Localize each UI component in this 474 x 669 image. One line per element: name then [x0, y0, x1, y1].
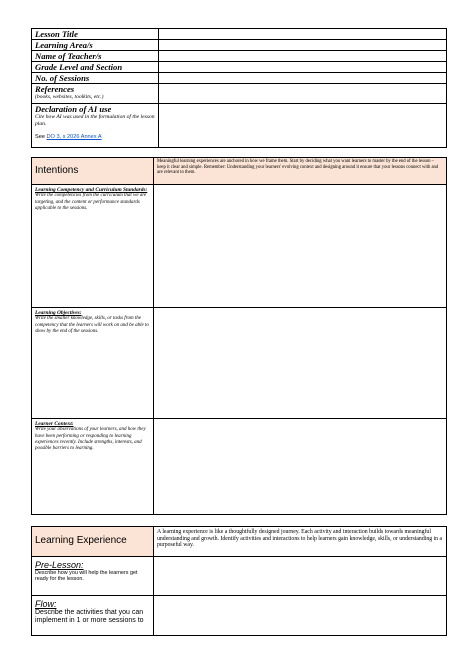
references-label: References	[35, 84, 75, 94]
learning-area-label: Learning Area/s	[32, 40, 159, 51]
learning-experience-title: Learning Experience	[32, 527, 154, 557]
lesson-info-table	[31, 28, 447, 148]
ai-use-cell	[32, 104, 159, 148]
ai-use-field[interactable]	[159, 104, 447, 148]
flow-field[interactable]	[154, 596, 447, 636]
references-field[interactable]	[159, 84, 447, 104]
grade-level-label: Grade Level and Section	[32, 62, 159, 73]
learner-context-heading: Learner Context:	[35, 421, 74, 427]
references-cell	[32, 84, 159, 104]
learning-area-field[interactable]	[159, 40, 447, 51]
competency-body: Write the competencies from the curriculum that we are targeting, and the content or performance standards applicable to the sessions.	[35, 193, 147, 211]
objectives-field[interactable]	[154, 308, 447, 419]
sessions-label: No. of Sessions	[32, 73, 159, 84]
ai-use-note: Cite how AI was used in the formulation of the lesson plan.	[35, 114, 155, 127]
intentions-title: Intentions	[32, 158, 154, 185]
flow-body: Describe the activities that you can implement in 1 or more sessions to	[35, 609, 144, 624]
competency-field[interactable]	[154, 185, 447, 308]
pre-lesson-cell	[32, 557, 154, 596]
flow-heading: Flow:	[35, 599, 57, 609]
learning-experience-table	[31, 526, 447, 636]
lesson-title-field[interactable]	[159, 29, 447, 40]
references-note: (books, websites, toolkits, etc.)	[35, 94, 104, 100]
flow-cell	[32, 596, 154, 636]
teacher-name-field[interactable]	[159, 51, 447, 62]
intentions-description: Meaningful learning experiences are anchored in how we frame them. Start by deciding what you want learners to master by the end of the lesson – keep it clear and simple. Remember: Understanding your learners' evolving context and designing around it ensure that your lessons connect with and are relevant to them.	[154, 158, 447, 185]
competency-cell	[32, 185, 154, 308]
intentions-table	[31, 157, 447, 515]
sessions-field[interactable]	[159, 73, 447, 84]
do-annex-link[interactable]: DO 3, s 2026 Annex A	[46, 134, 102, 141]
learner-context-field[interactable]	[154, 419, 447, 515]
objectives-cell	[32, 308, 154, 419]
learner-context-cell	[32, 419, 154, 515]
ai-use-label: Declaration of AI use	[35, 104, 112, 114]
pre-lesson-field[interactable]	[154, 557, 447, 596]
objectives-body: Write the smaller knowledge, skills, or tasks from the competency that the learners will work on and be able to show by the end of the sessions.	[35, 316, 149, 334]
learning-experience-description: A learning experience is like a thoughtfully designed journey. Each activity and interaction builds towards meaningful understanding and growth. Identify activities and interactions to help learners gain knowledge, skills, or understanding in a purposeful way.	[154, 527, 447, 557]
grade-level-field[interactable]	[159, 62, 447, 73]
teacher-name-label: Name of Teacher/s	[32, 51, 159, 62]
see-prefix: See	[35, 134, 47, 141]
pre-lesson-heading: Pre-Lesson:	[35, 560, 84, 570]
ai-use-see	[35, 132, 155, 142]
competency-heading: Learning Competency and Curriculum Standards:	[35, 187, 148, 193]
pre-lesson-body: Describe how you will help the learners get ready for the lesson.	[35, 570, 138, 583]
learner-context-body: Write your observations of your learners, and how they have been performing or responding to learning experiences recently. Include strengths, interests, and possible barriers to learning.	[35, 427, 146, 451]
lesson-title-label: Lesson Title	[32, 29, 159, 40]
objectives-heading: Learning Objectives:	[35, 310, 82, 316]
